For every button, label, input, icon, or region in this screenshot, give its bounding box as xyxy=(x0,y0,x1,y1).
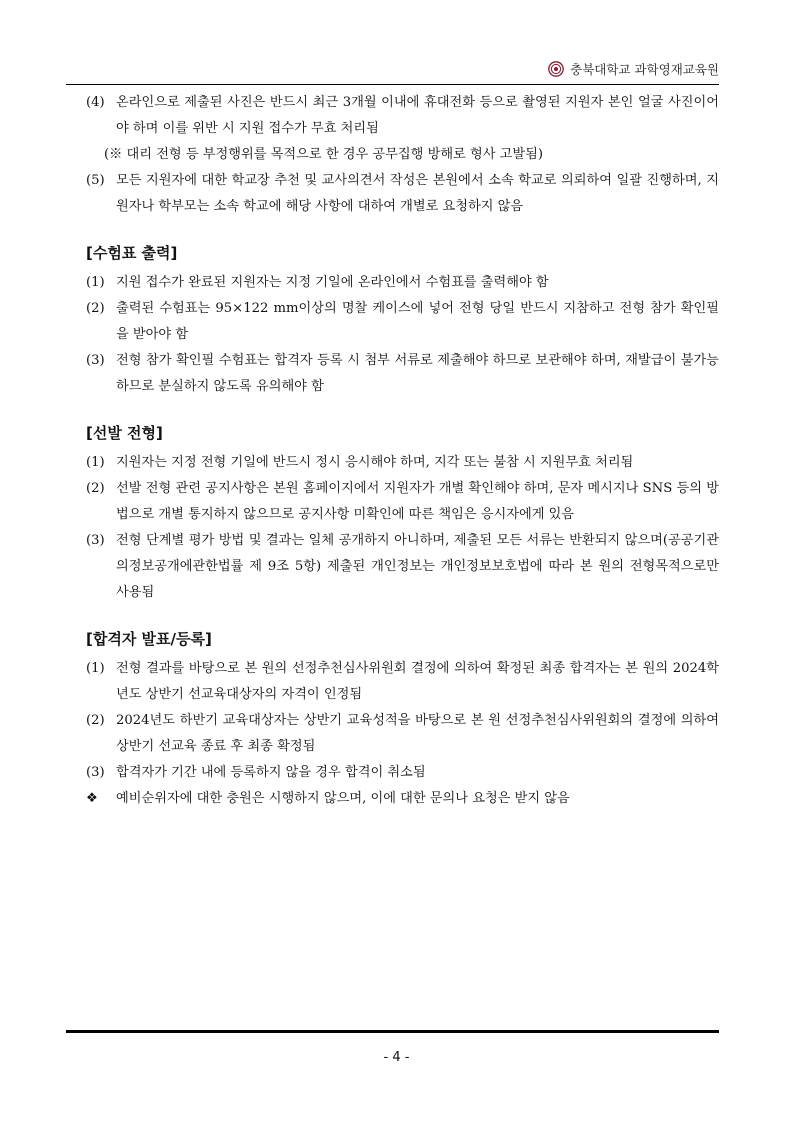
list-item xyxy=(86,168,719,220)
item-text: 2024년도 하반기 교육대상자는 상반기 교육성적을 바탕으로 본 원 선정추천심사위원회의 결정에 의하여 상반기 선교육 종료 후 최종 확정됨 xyxy=(116,713,719,754)
list-item xyxy=(86,528,719,606)
list-item xyxy=(86,450,719,476)
item-text: 온라인으로 제출된 사진은 반드시 최근 3개월 이내에 휴대전화 등으로 촬영된 지원자 본인 얼굴 사진이어야 하며 이를 위반 시 지원 접수가 무효 처리됨 xyxy=(116,95,719,136)
list-item xyxy=(86,90,719,142)
item-number: (1) xyxy=(86,275,105,290)
item-number: (2) xyxy=(86,481,105,496)
item-text: 선발 전형 관련 공지사항은 본원 홈페이지에서 지원자가 개별 확인해야 하며, 문자 메시지나 SNS 등의 방법으로 개별 통지하지 않으므로 공지사항 미확인에 따른 책임은 응시자에게 있음 xyxy=(116,481,719,522)
diamond-bullet-icon: ❖ xyxy=(86,791,98,806)
document-body xyxy=(86,90,719,812)
item-text: 전형 결과를 바탕으로 본 원의 선정추천심사위원회 결정에 의하여 확정된 최종 합격자는 본 원의 2024학년도 상반기 선교육대상자의 자격이 인정됨 xyxy=(116,661,719,702)
item-number: (3) xyxy=(86,533,105,548)
item-text: 모든 지원자에 대한 학교장 추천 및 교사의견서 작성은 본원에서 소속 학교로 의뢰하여 일괄 진행하며, 지원자나 학부모는 소속 학교에 해당 사항에 대하여 개별로 요청하지 않음 xyxy=(116,173,719,214)
warning-note: (※ 대리 전형 등 부정행위를 목적으로 한 경우 공무집행 방해로 형사 고발됨) xyxy=(104,147,544,162)
item-number: (2) xyxy=(86,713,105,728)
final-note xyxy=(86,786,719,812)
item-text: 출력된 수험표는 95×122 mm이상의 명찰 케이스에 넣어 전형 당일 반드시 지참하고 전형 참가 확인필을 받아야 함 xyxy=(116,301,719,342)
list-item xyxy=(86,476,719,528)
institution-name: 충북대학교 과학영재교육원 xyxy=(570,62,719,77)
list-item xyxy=(86,270,719,296)
item-number: (1) xyxy=(86,455,105,470)
item-text: 전형 단계별 평가 방법 및 결과는 일체 공개하지 아니하며, 제출된 모든 서류는 반환되지 않으며(공공기관의정보공개에관한법률 제 9조 5항) 제출된 개인정보는 개인정보보호법에 따라 본 원의 전형목적으로만 사용됨 xyxy=(116,533,719,600)
list-item xyxy=(86,296,719,348)
section-title-selection: [선발 전형] xyxy=(86,424,163,442)
page-header xyxy=(66,56,719,82)
item-text: 전형 참가 확인필 수험표는 합격자 등록 시 첨부 서류로 제출해야 하므로 보관해야 하며, 재발급이 불가능하므로 분실하지 않도록 유의해야 함 xyxy=(116,353,719,394)
list-item xyxy=(86,348,719,400)
section-title-announcement: [합격자 발표/등록] xyxy=(86,630,212,648)
list-item xyxy=(86,708,719,760)
item-number: (3) xyxy=(86,765,105,780)
item-text: 지원자는 지정 전형 기일에 반드시 정시 응시해야 하며, 지각 또는 불참 시 지원무효 처리됨 xyxy=(116,455,634,470)
header-divider xyxy=(66,84,719,85)
list-item xyxy=(86,760,719,786)
final-note-text: 예비순위자에 대한 충원은 시행하지 않으며, 이에 대한 문의나 요청은 받지 않음 xyxy=(116,791,570,806)
section-title-exam-ticket: [수험표 출력] xyxy=(86,244,178,262)
item-text: 지원 접수가 완료된 지원자는 지정 기일에 온라인에서 수험표를 출력해야 함 xyxy=(116,275,549,290)
footer-divider xyxy=(66,1030,719,1033)
item-number: (2) xyxy=(86,301,105,316)
page-number: - 4 - xyxy=(383,1050,410,1065)
item-number: (3) xyxy=(86,353,105,368)
item-number: (1) xyxy=(86,661,105,676)
item-number: (5) xyxy=(86,173,105,188)
item-number: (4) xyxy=(86,95,105,110)
university-emblem-icon xyxy=(548,61,564,77)
item-text: 합격자가 기간 내에 등록하지 않을 경우 합격이 취소됨 xyxy=(116,765,426,780)
list-item xyxy=(86,656,719,708)
